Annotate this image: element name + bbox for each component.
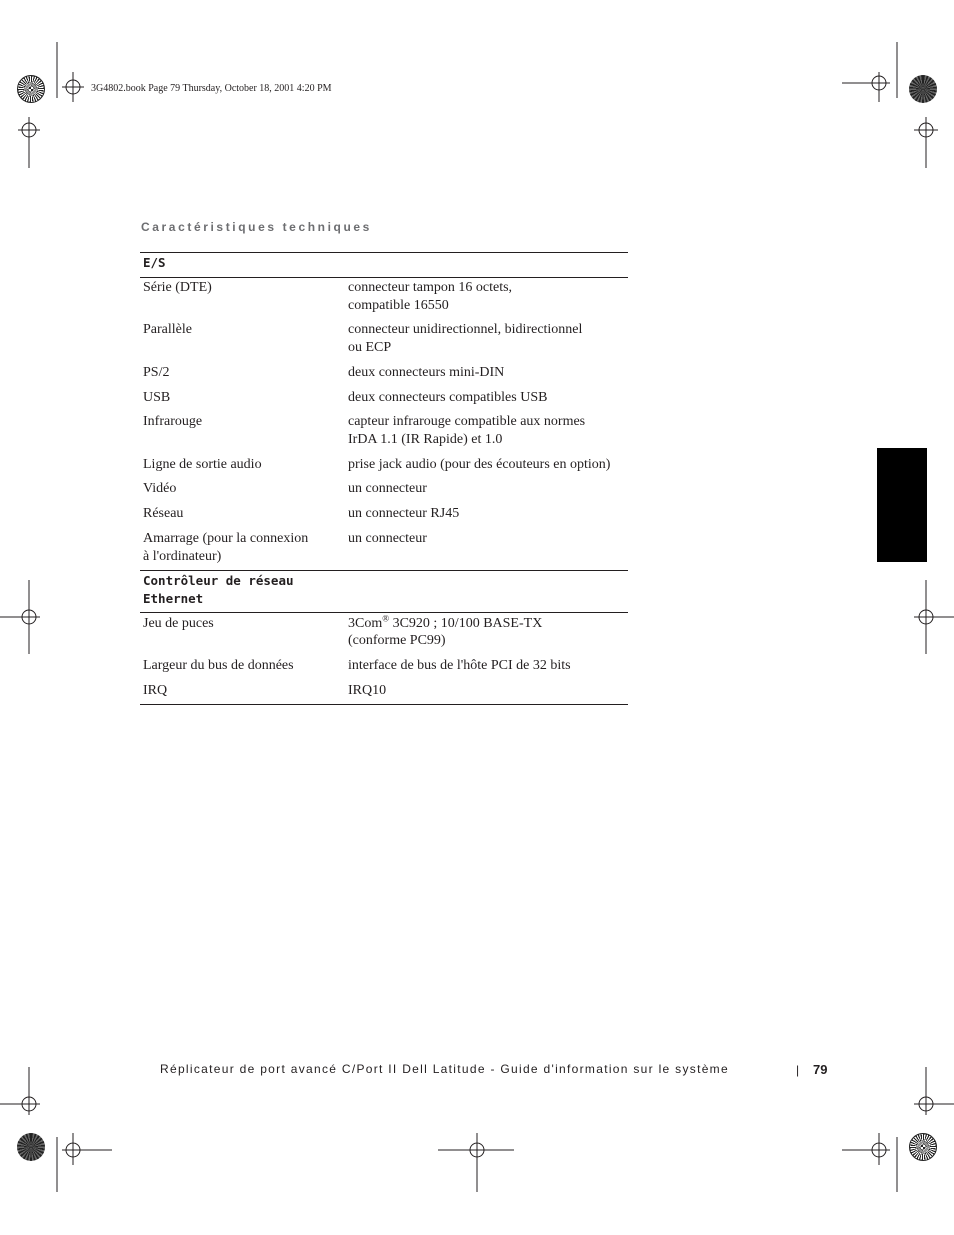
section-title: Caractéristiques techniques: [141, 220, 372, 234]
row-value-bus-width: interface de bus de l'hôte PCI de 32 bits: [348, 658, 571, 673]
row-value-usb: deux connecteurs compatibles USB: [348, 390, 548, 405]
group-heading-ethernet-line1: Contrôleur de réseau: [143, 573, 294, 588]
row-value-serial-line1: connecteur tampon 16 octets,: [348, 280, 513, 295]
row-value-parallel-line2: ou ECP: [348, 340, 392, 355]
row-value-irq: IRQ10: [348, 683, 387, 698]
row-label-ps2: PS/2: [143, 365, 170, 380]
row-value-serial-line2: compatible 16550: [348, 298, 449, 313]
row-value-parallel-line1: connecteur unidirectionnel, bidirectionnel: [348, 322, 583, 337]
row-label-audio-out: Ligne de sortie audio: [143, 457, 262, 472]
registered-mark: ®: [382, 613, 390, 624]
row-label-chipset: Jeu de puces: [143, 616, 214, 631]
row-value-network: un connecteur RJ45: [348, 506, 460, 521]
row-value-chipset-line1: [348, 615, 542, 633]
row-label-infrared: Infrarouge: [143, 414, 203, 429]
row-value-video: un connecteur: [348, 481, 427, 496]
row-label-irq: IRQ: [143, 683, 168, 698]
row-label-docking-line2: à l'ordinateur): [143, 549, 222, 564]
group-heading-io: E/S: [143, 255, 166, 270]
row-value-docking: un connecteur: [348, 531, 427, 546]
row-label-docking-line1: Amarrage (pour la connexion: [143, 531, 309, 546]
row-label-network: Réseau: [143, 506, 184, 521]
print-slug: 3G4802.book Page 79 Thursday, October 18, 2001 4:20 PM: [91, 83, 332, 94]
footer-title: Réplicateur de port avancé C/Port II Dell Latitude - Guide d'information sur le système: [160, 1062, 729, 1076]
row-label-usb: USB: [143, 390, 171, 405]
chipset-brand: 3Com: [348, 616, 383, 631]
row-value-audio-out: prise jack audio (pour des écouteurs en option): [348, 457, 611, 472]
row-label-parallel: Parallèle: [143, 322, 192, 337]
row-label-serial: Série (DTE): [143, 280, 212, 295]
page-number: 79: [813, 1062, 828, 1077]
row-value-ps2: deux connecteurs mini-DIN: [348, 365, 505, 380]
group-heading-rule: [140, 277, 628, 278]
row-value-infrared-line1: capteur infrarouge compatible aux normes: [348, 414, 586, 429]
chapter-thumb-tab: [877, 448, 927, 562]
chipset-model: 3C920 ; 10/100 BASE-TX: [389, 616, 543, 631]
group-heading-ethernet-line2: Ethernet: [143, 591, 204, 606]
table-top-rule: [140, 252, 628, 253]
row-label-bus-width: Largeur du bus de données: [143, 658, 294, 673]
table-bottom-rule: [140, 704, 628, 705]
footer-separator: |: [796, 1063, 800, 1077]
row-label-video: Vidéo: [143, 481, 177, 496]
group-separator-rule: [140, 570, 628, 571]
row-value-infrared-line2: IrDA 1.1 (IR Rapide) et 1.0: [348, 432, 503, 447]
row-value-chipset-line2: (conforme PC99): [348, 633, 446, 648]
